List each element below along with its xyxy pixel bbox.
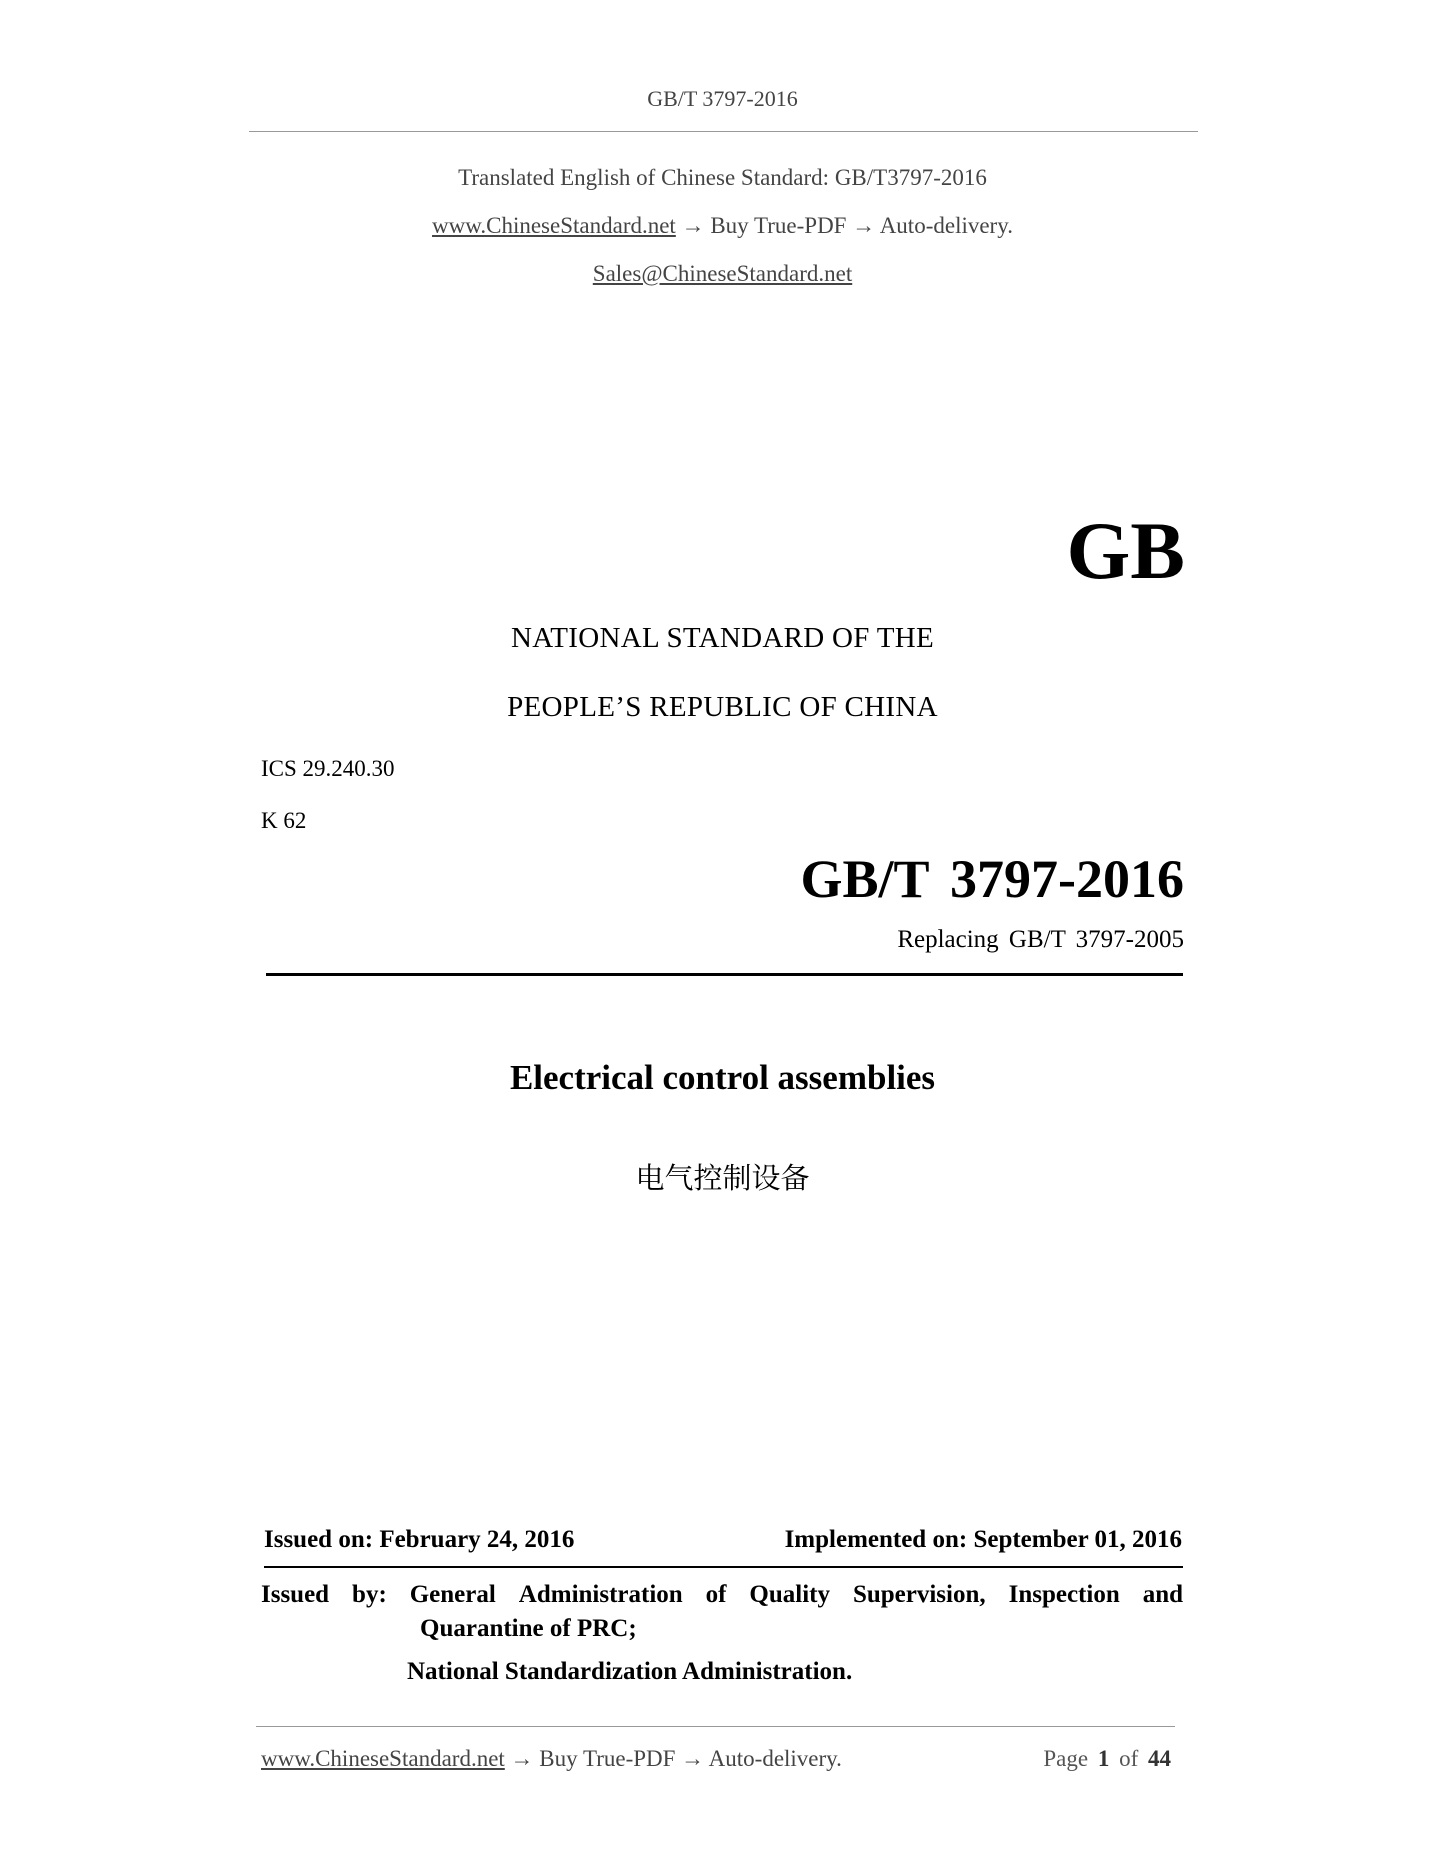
national-standard-line2: PEOPLE’S REPUBLIC OF CHINA — [507, 691, 938, 723]
issuer-word: and — [1142, 1581, 1183, 1608]
issued-date: Issued on: February 24, 2016 — [264, 1526, 575, 1553]
issuer-line1 — [261, 1578, 1183, 1612]
issuer-word: Issued — [261, 1581, 330, 1608]
translation-links — [0, 213, 1445, 239]
issuer-word: by: — [352, 1581, 387, 1608]
issuer-block — [261, 1578, 1183, 1685]
dates-rule — [264, 1566, 1183, 1568]
issuer-word: Inspection — [1008, 1581, 1120, 1608]
footer-site-link[interactable]: www.ChineseStandard.net — [261, 1746, 505, 1771]
page-label: Page — [1043, 1746, 1089, 1771]
document-title-zh: 电气控制设备 — [635, 1161, 810, 1195]
dates-row — [264, 1526, 1182, 1554]
sales-email-link[interactable]: Sales@ChineseStandard.net — [592, 261, 853, 286]
issuer-word: Supervision, — [852, 1581, 986, 1608]
issuer-line3: National Standardization Administration. — [407, 1658, 853, 1685]
chinesestandard-link[interactable]: www.ChineseStandard.net — [432, 213, 676, 238]
issuer-line2: Quarantine of PRC; — [420, 1615, 637, 1642]
gb-mark: GB — [1066, 505, 1185, 596]
footer-buy-notice: → Buy True-PDF → Auto-delivery. — [504, 1746, 842, 1771]
footer-rule — [256, 1726, 1175, 1727]
sales-email-line — [0, 261, 1445, 287]
national-standard-line1: NATIONAL STANDARD OF THE — [511, 622, 934, 654]
page-total: 44 — [1148, 1746, 1171, 1771]
page-indicator — [1043, 1746, 1171, 1772]
issuer-word: of — [705, 1581, 727, 1608]
ccs-code: K 62 — [261, 808, 307, 833]
header-rule — [249, 131, 1198, 132]
ics-code: ICS 29.240.30 — [261, 756, 395, 781]
standard-number: GB/T 3797-2016 — [800, 849, 1184, 909]
implemented-date: Implemented on: September 01, 2016 — [784, 1526, 1182, 1553]
title-rule — [266, 973, 1183, 976]
running-header: GB/T 3797-2016 — [647, 86, 798, 111]
translation-notice: Translated English of Chinese Standard: GB/T3797-2016 — [458, 165, 987, 190]
page-of: of — [1119, 1746, 1139, 1771]
page-current: 1 — [1097, 1746, 1110, 1771]
issuer-word: Quality — [749, 1581, 830, 1608]
footer-links — [261, 1746, 842, 1772]
document-title-en: Electrical control assemblies — [509, 1058, 936, 1097]
replacing-standard: Replacing GB/T 3797-2005 — [897, 926, 1184, 953]
issuer-word: Administration — [518, 1581, 683, 1608]
issuer-word: General — [409, 1581, 496, 1608]
buy-notice: → Buy True-PDF → Auto-delivery. — [675, 213, 1013, 238]
